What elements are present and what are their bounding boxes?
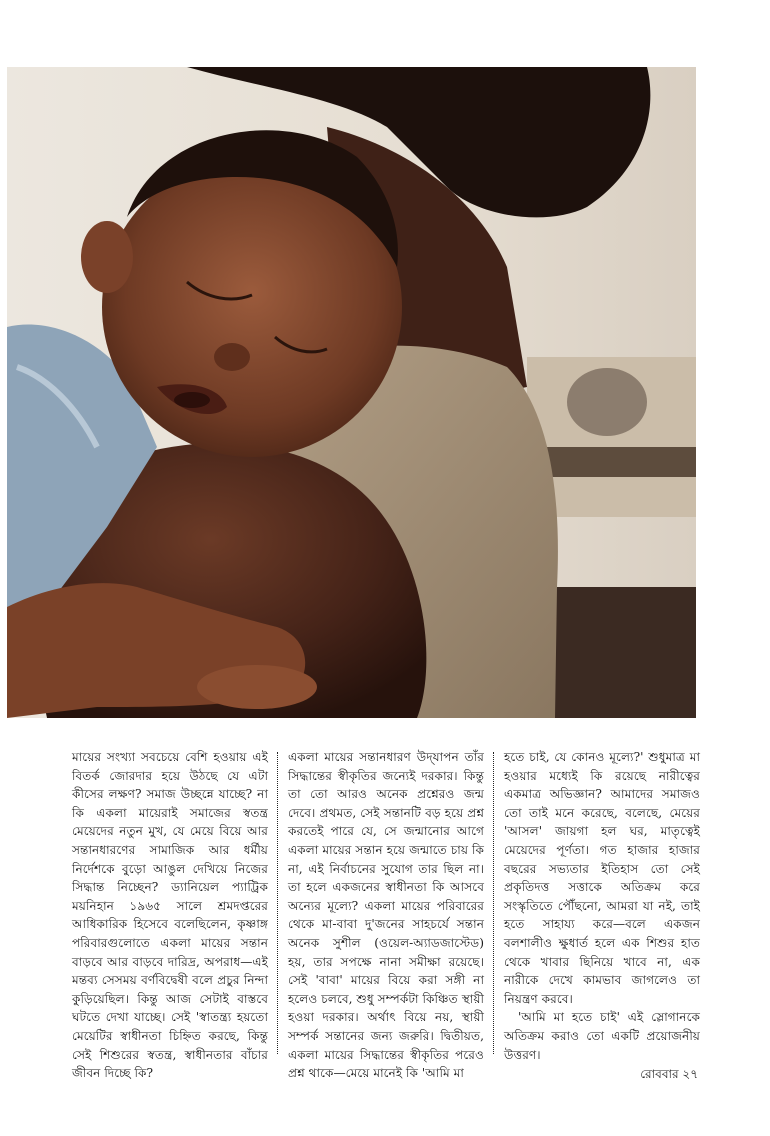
article-photo-mother-with-sleeping-baby (7, 67, 696, 718)
column-1-paragraph-1: মায়ের সংখ্যা সবচেয়ে বেশি হওয়ায় এই বিতর্ক জোরদার হয়ে উঠছে যে এটা কীসের লক্ষণ? সমাজ উচ্ছন্নে যাচ্ছে? না কি একলা মায়েরাই সমাজের স্বতন্ত্র মেয়েদের নতুন মুখ, যে মেয়ে বিয়ে আর সন্তানধারণের সামাজিক আর ধর্মীয় নির্দেশকে বুড়ো আঙুল দেখিয়ে নিজের সিদ্ধান্ত নিচ্ছেন? ড্যানিয়েল প্যাট্রিক ময়নিহান ১৯৬৫ সালে শ্রমদপ্তরের আধিকারিক হিসেবে বলেছিলেন, কৃষ্ণাঙ্গ পরিবারগুলোতে একলা মায়ের সন্তান বাড়বে আর বাড়বে দারিদ্র, অপরাধ—এই মন্তব্য সেসময় বর্ণবিদ্বেষী বলে প্রচুর নিন্দা কুড়িয়েছিল। কিন্তু আজ সেটাই বাস্তবে ঘটতে দেখা যাচ্ছে। সেই 'স্বাতন্ত্র্য হয়তো মেয়েটির স্বাধীনতা চিহ্নিত করছে, কিন্তু সেই শিশুরের স্বতন্ত্র, স্বাধীনতার বাঁচার জীবন দিচ্ছে কি? (72, 750, 268, 1081)
column-divider (277, 752, 278, 1054)
page-folio: রোববার ২৭ (640, 1067, 698, 1081)
column-3-paragraph-1: হতে চাই, যে কোনও মূল্যে?' শুধুমাত্র মা হওয়ার মধ্যেই কি রয়েছে নারীত্বের একমাত্র অভিজ্ঞান? আমাদের সমাজও তো তাই মনে করেছে, বলেছে, মেয়ের 'আসল' জায়গা হল ঘর, মাতৃত্বেই মেয়েদের পূর্ণতা। গত হাজার হাজার বছরের সভ্যতার ইতিহাস তো সেই প্রকৃতিদত্ত সত্তাকে অতিক্রম করে সংস্কৃতিতে পৌঁছনো, আমরা যা নই, তাই হতে সাহায্য করে—বলে একজন বলশালীও ক্ষুধার্ত হলে এক শিশুর হাত থেকে খাবার ছিনিয়ে খাবে না, এক নারীকে দেখে কামভাব জাগলেও তা নিয়ন্ত্রণ করবে। (504, 750, 700, 1006)
column-2-paragraph-1: একলা মায়ের সন্তানধারণ উদ্‌যাপন তাঁর সিদ্ধান্তের স্বীকৃতির জন্যেই দরকার। কিন্তু তা তো আরও অনেক প্রশ্নেরও জন্ম দেবে। প্রথমত, সেই সন্তানটি বড় হয়ে প্রশ্ন করতেই পারে যে, সে জন্মানোর আগে একলা মায়ের সন্তান হয়ে জন্মাতে চায় কি না, এই নির্বাচনের সুযোগ তার ছিল না। তা হলে একজনের স্বাধীনতা কি আসবে অন্যের মূল্যে? একলা মায়ের পরিবারের থেকে মা-বাবা দু'জনের সাহচর্যে সন্তান অনেক সুশীল (ওয়েল-অ্যাডজাস্টেড) হয়, তার সপক্ষে নানা সমীক্ষা রয়েছে। সেই 'বাবা' মায়ের বিয়ে করা সঙ্গী না হলেও চলবে, শুধু সম্পর্কটা কিঞ্চিত স্থায়ী হওয়া দরকার। অর্থাৎ বিয়ে নয়, স্থায়ী সম্পর্ক সন্তানের জন্য জরুরি। দ্বিতীয়ত, একলা মায়ের সিদ্ধান্তের স্বীকৃতির পরেও প্রশ্ন থাকে—মেয়ে মানেই কি 'আমি মা (288, 750, 484, 1081)
article-column-3 (504, 748, 700, 1062)
column-divider (493, 752, 494, 1054)
article-column-1 (72, 748, 268, 1081)
article-column-2 (288, 748, 484, 1081)
column-3-paragraph-2: 'আমি মা হতে চাই' এই স্লোগানকে অতিক্রম করাও তো একটি প্রয়োজনীয় উত্তরণ। (504, 1010, 700, 1062)
